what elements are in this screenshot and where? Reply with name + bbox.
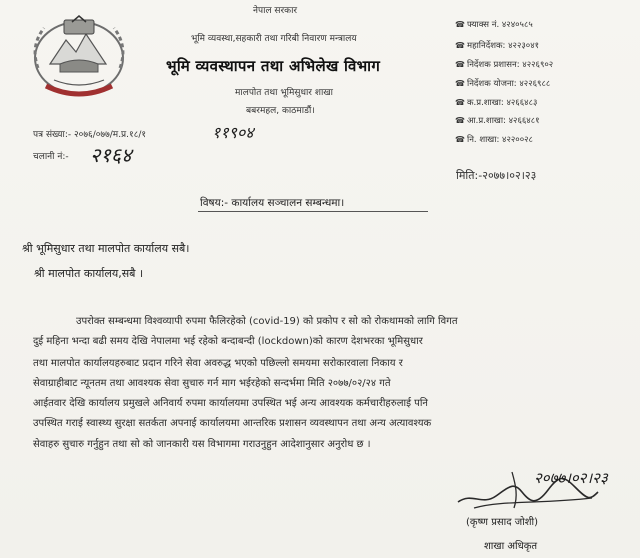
- header-line1: नेपाल सरकार: [253, 6, 298, 16]
- body-line-4: सेवाग्राहीबाट न्यूनतम तथा आवश्यक सेवा सुचारु गर्न माग भईरहेको सन्दर्भमा मिति २०७७/०२/२४ गते: [33, 378, 391, 389]
- body-line-5: आईतवार देखि कार्यालय प्रमुखले अनिवार्य रुपमा कार्यालयमा उपस्थित भई अन्य आवश्यक कर्मचारीहरुलाई पनि: [33, 398, 428, 409]
- body-line-2: दुई महिना भन्दा बढी समय देखि नेपालमा भई रहेको बन्दाबन्दी (lockdown)को कारण देशभरका भूमिसुधार: [33, 336, 423, 347]
- phone-icon: ☎: [455, 60, 465, 69]
- contact-section-3: ☎ नि. शाखा: ४२२००२८: [455, 135, 533, 145]
- header-section: मालपोत तथा भूमिसुधार शाखा: [235, 88, 333, 98]
- signature-date-handwritten: २०७७।०२।२३: [534, 469, 608, 487]
- body-line-7: सेवाहरु सुचारु गर्नुहुन तथा सो को जानकारी यस विभागमा गराउनुहुन आदेशानुसार अनुरोध छ ।: [33, 439, 371, 450]
- reference-number-label: पत्र संख्या:- २०७६/०७७/म.प्र.१८/१: [33, 130, 147, 140]
- body-line-6: उपस्थित गराई स्वास्थ्य सुरक्षा सतर्कता अपनाई कार्यालयमा आन्तरिक प्रशासन व्यवस्थापन तथा अन्य अत्यावश्यक: [33, 418, 432, 429]
- subject-line: विषय:- कार्यालय सञ्चालन सम्बन्धमा।: [200, 197, 345, 209]
- dispatch-number-label: चलानी नं:-: [33, 152, 69, 162]
- contact-fax: ☎ फ्याक्स नं. ४२४०५८५: [455, 20, 533, 30]
- contact-admin-director: ☎ निर्देशक प्रशासन: ४२२६९०२: [455, 60, 554, 70]
- dispatch-number-handwritten: २१६४: [90, 143, 132, 167]
- addressee-1: श्री भूमिसुधार तथा मालपोत कार्यालय सबै।: [22, 242, 190, 255]
- phone-icon: ☎: [455, 41, 465, 50]
- reference-number-handwritten: ११९०४: [212, 123, 254, 142]
- body-line-1: उपरोक्त सम्बन्धमा विश्वव्यापी रुपमा फैलिरहेको (covid-19) को प्रकोप र सो को रोकथामको लागि विगत: [76, 316, 458, 327]
- body-line-3: तथा मालपोत कार्यालयहरुबाट प्रदान गरिने सेवा अवरुद्ध भएको पछिल्लो समयमा सरोकारवाला निकाय र: [33, 358, 403, 369]
- signatory-name: (कृष्ण प्रसाद जोशी): [466, 517, 539, 528]
- phone-icon: ☎: [455, 79, 465, 88]
- header-department-title: भूमि व्यवस्थापन तथा अभिलेख विभाग: [166, 57, 381, 75]
- subject-underline: [198, 211, 428, 212]
- signatory-title: शाखा अधिकृत: [484, 541, 538, 552]
- contact-section-1: ☎ क.प्र.शाखा: ४२६६४८३: [455, 98, 538, 108]
- contact-dg: ☎ महानिर्देशक: ४२२३०४१: [455, 41, 540, 51]
- phone-icon: ☎: [455, 116, 465, 125]
- addressee-2: श्री मालपोत कार्यालय,सबै ।: [34, 267, 144, 280]
- contact-planning-director: ☎ निर्देशक योजना: ४२२६९८८: [455, 79, 551, 89]
- header-address: बबरमहल, काठमाडौं।: [246, 106, 315, 116]
- header-ministry: भूमि व्यवस्था,सहकारी तथा गरिबी निवारण मन्त्रालय: [191, 34, 357, 44]
- nepal-government-emblem: [20, 6, 138, 102]
- phone-icon: ☎: [455, 20, 465, 29]
- phone-icon: ☎: [455, 135, 465, 144]
- letter-date: मिति:-२०७७।०२।२३: [456, 169, 537, 182]
- contact-section-2: ☎ आ.प्र.शाखा: ४२६६४८१: [455, 116, 540, 126]
- phone-icon: ☎: [455, 98, 465, 107]
